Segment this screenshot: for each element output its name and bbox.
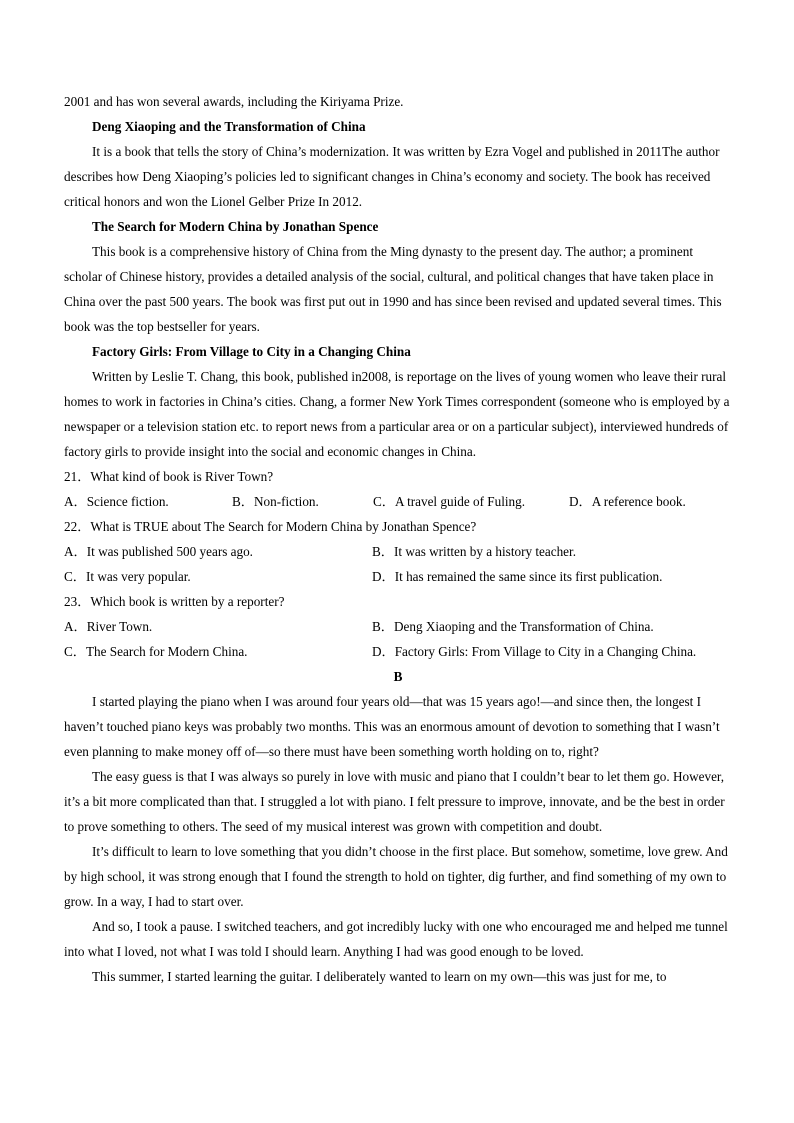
book-title: Factory Girls: From Village to City in a Changing China	[92, 344, 411, 359]
option-b: B．Deng Xiaoping and the Transformation of China.	[372, 619, 654, 634]
book-description: Written by Leslie T. Chang, this book, published in2008, is reportage on the lives of young women who leave their rural homes to work in factories in China’s cities. Chang, a former New York Times correspondent (someone who is employed by a newspaper or a television station etc. to report news from a particular area or on a particular subject), interviewed hundreds of factory girls to provide insight into the social and economic changes in China.	[64, 369, 730, 459]
option-b: B．It was written by a history teacher.	[372, 544, 576, 559]
passage-paragraph: And so, I took a pause. I switched teachers, and got incredibly lucky with one who encouraged me and helped me tunnel into what I loved, not what I was told I should learn. Anything I had was good enough to be loved.	[64, 919, 728, 959]
option-d: D．It has remained the same since its first publication.	[372, 569, 663, 584]
book-description: This book is a comprehensive history of China from the Ming dynasty to the present day. The author; a prominent scholar of Chinese history, provides a detailed analysis of the social, cultural, and political changes that have taken place in China over the past 500 years. The book was first put out in 1990 and has since been revised and updated several times. This book was the top bestseller for years.	[64, 244, 722, 334]
passage-b	[64, 689, 732, 989]
answer-options	[64, 614, 732, 664]
option-c: C．A travel guide of Fuling.	[373, 494, 526, 509]
option-a: A．Science fiction.	[64, 494, 169, 509]
intro-tail-text: 2001 and has won several awards, including the Kiriyama Prize.	[64, 94, 404, 109]
section-heading-b: B	[393, 669, 403, 684]
passage-paragraph: It’s difficult to learn to love something that you didn’t choose in the first place. But somehow, sometime, love grew. And by high school, it was strong enough that I found the strength to hold on tighter, dig further, and find something of my own to grow. In a way, I had to start over.	[64, 844, 728, 909]
option-c: C．The Search for Modern China.	[64, 644, 248, 659]
question-21	[64, 464, 732, 514]
book-title: Deng Xiaoping and the Transformation of China	[92, 119, 366, 134]
option-d: D．A reference book.	[569, 494, 686, 509]
book-entry-factory-girls	[64, 339, 732, 464]
book-description: It is a book that tells the story of China’s modernization. It was written by Ezra Vogel and published in 2011The author describes how Deng Xiaoping’s policies led to significant changes in China’s economy and society. The book has received critical honors and won the Lionel Gelber Prize In 2012.	[64, 144, 720, 209]
question-stem: 23．Which book is written by a reporter?	[64, 594, 285, 609]
option-c: C．It was very popular.	[64, 569, 191, 584]
passage-paragraph: The easy guess is that I was always so purely in love with music and piano that I couldn’t bear to let them go. However, it’s a bit more complicated than that. I struggled a lot with piano. I felt pressure to improve, innovate, and be the best in order to prove something to others. The seed of my musical interest was grown with competition and doubt.	[64, 769, 725, 834]
option-a: A．It was published 500 years ago.	[64, 544, 253, 559]
answer-options	[64, 539, 732, 589]
question-stem: 22．What is TRUE about The Search for Modern China by Jonathan Spence?	[64, 519, 477, 534]
passage-paragraph: This summer, I started learning the guitar. I deliberately wanted to learn on my own—this was just for me, to	[92, 969, 667, 984]
book-entry-spence	[64, 214, 732, 339]
passage-paragraph: I started playing the piano when I was around four years old—that was 15 years ago!—and since then, the longest I haven’t touched piano keys was probably two months. This was an enormous amount of devotion to something that I wasn’t even planning to make money off of—so there must have been something worth holding on to, right?	[64, 694, 720, 759]
option-a: A．River Town.	[64, 619, 153, 634]
answer-options	[64, 489, 732, 514]
question-22	[64, 514, 732, 589]
book-title: The Search for Modern China by Jonathan Spence	[92, 219, 379, 234]
question-23	[64, 589, 732, 664]
option-d: D．Factory Girls: From Village to City in a Changing China.	[372, 644, 697, 659]
book-entry-deng	[64, 114, 732, 214]
option-b: B．Non-fiction.	[232, 494, 319, 509]
question-stem: 21．What kind of book is River Town?	[64, 469, 274, 484]
